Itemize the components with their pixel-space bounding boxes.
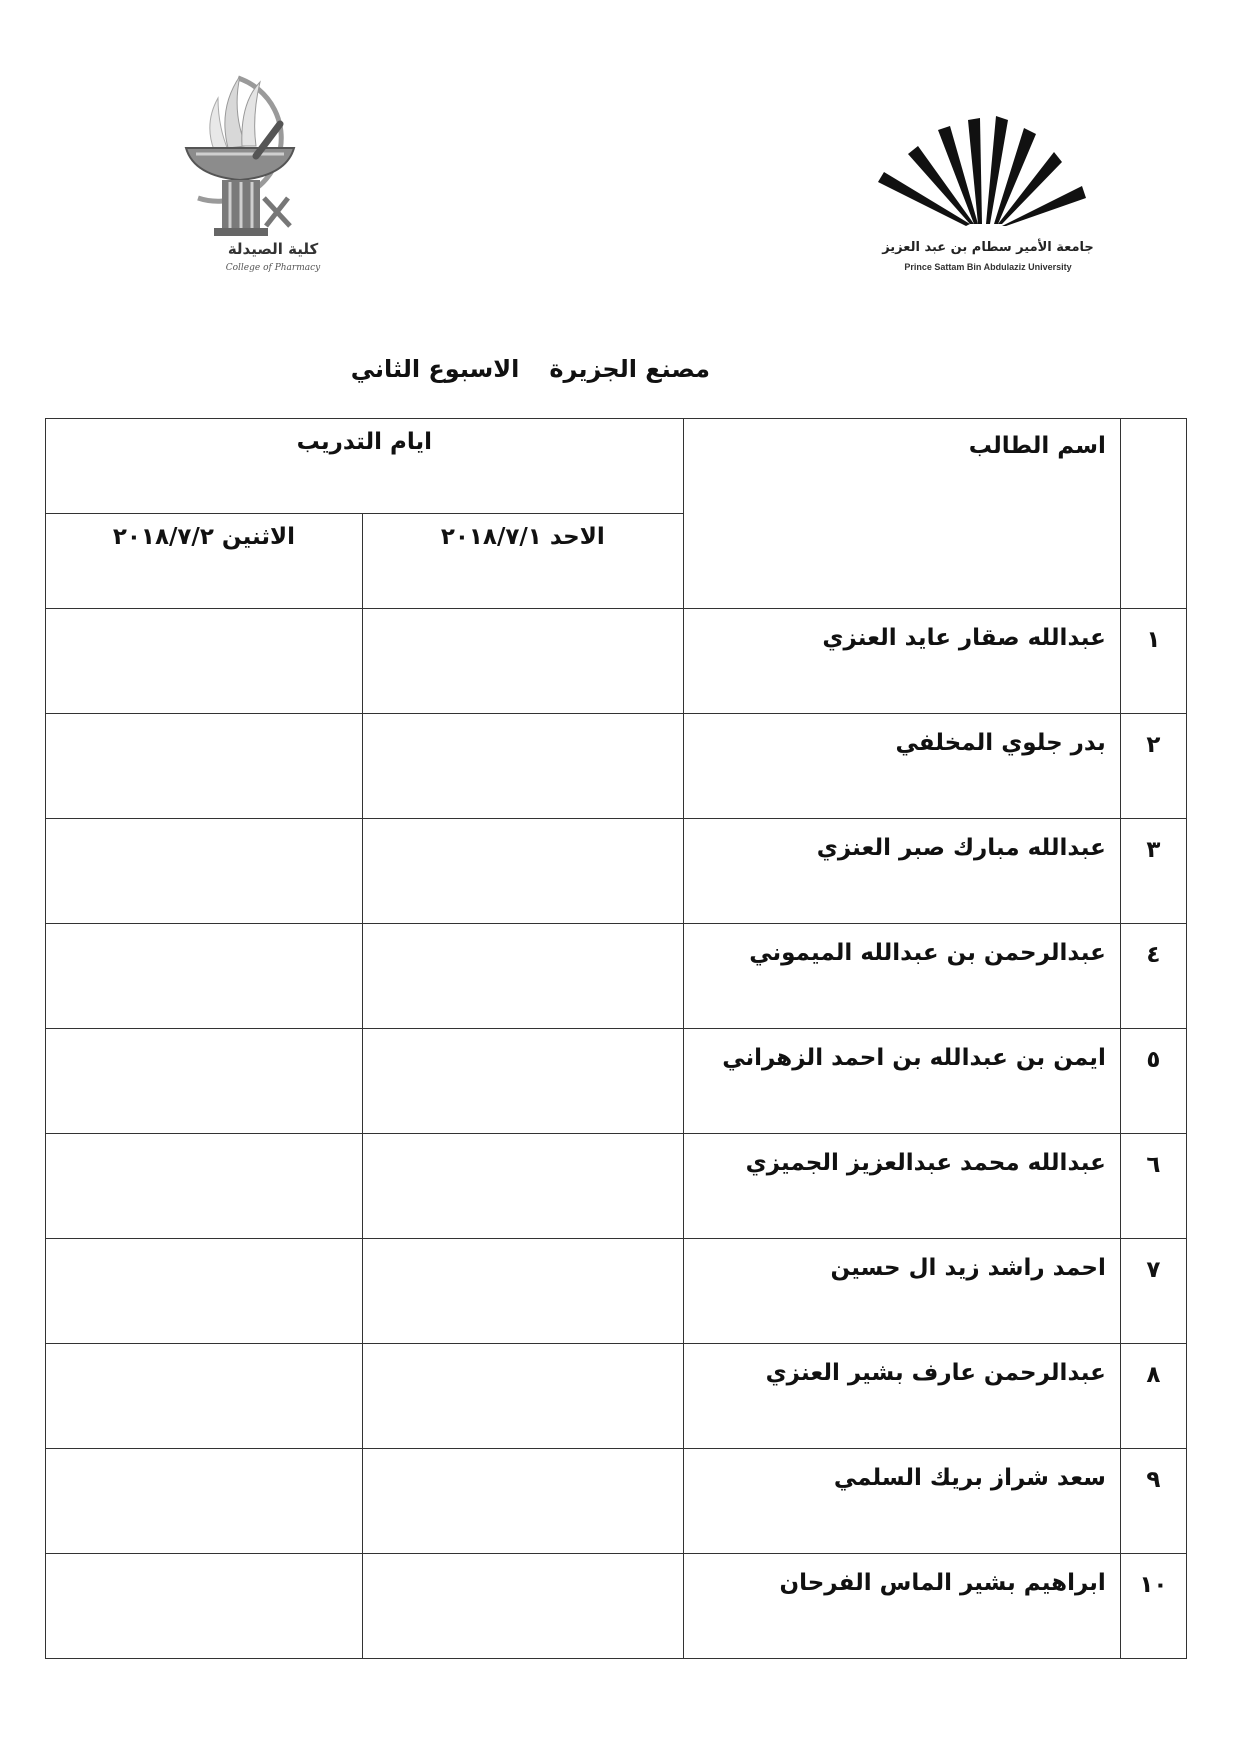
attendance-cell[interactable] — [362, 1554, 683, 1659]
university-name-en: Prince Sattam Bin Abdulaziz University — [904, 262, 1072, 272]
student-name: سعد شراز بريك السلمي — [683, 1449, 1120, 1554]
attendance-cell[interactable] — [362, 1239, 683, 1344]
attendance-cell[interactable] — [46, 609, 363, 714]
attendance-table — [45, 418, 1187, 1659]
student-name: عبدالرحمن بن عبدالله الميموني — [683, 924, 1120, 1029]
student-name: عبدالله محمد عبدالعزيز الجميزي — [683, 1134, 1120, 1239]
table-row — [46, 1449, 1187, 1554]
attendance-cell[interactable] — [46, 924, 363, 1029]
student-name: بدر جلوي المخلفي — [683, 714, 1120, 819]
attendance-cell[interactable] — [362, 924, 683, 1029]
table-row — [46, 609, 1187, 714]
attendance-cell[interactable] — [46, 1029, 363, 1134]
pharmacy-emblem-icon — [168, 68, 328, 243]
row-number: ٣ — [1120, 819, 1186, 924]
training-site-name: مصنع الجزيرة — [549, 355, 710, 383]
student-name: احمد راشد زيد ال حسين — [683, 1239, 1120, 1344]
row-number: ٩ — [1120, 1449, 1186, 1554]
attendance-cell[interactable] — [362, 1029, 683, 1134]
attendance-cell[interactable] — [46, 1239, 363, 1344]
student-name: عبدالله مبارك صبر العنزي — [683, 819, 1120, 924]
attendance-cell[interactable] — [362, 1449, 683, 1554]
row-number: ١٠ — [1120, 1554, 1186, 1659]
attendance-cell[interactable] — [362, 609, 683, 714]
student-name: ابراهيم بشير الماس الفرحان — [683, 1554, 1120, 1659]
attendance-cell[interactable] — [362, 819, 683, 924]
number-header-cell — [1120, 419, 1186, 609]
row-number: ٧ — [1120, 1239, 1186, 1344]
attendance-cell[interactable] — [46, 1134, 363, 1239]
training-week: الاسبوع الثاني — [350, 355, 520, 383]
attendance-cell[interactable] — [46, 1449, 363, 1554]
college-of-pharmacy-logo — [168, 68, 328, 283]
attendance-cell[interactable] — [362, 1134, 683, 1239]
row-number: ٥ — [1120, 1029, 1186, 1134]
row-number: ٦ — [1120, 1134, 1186, 1239]
college-name-ar: كلية الصيدلة — [227, 240, 319, 258]
row-number: ٨ — [1120, 1344, 1186, 1449]
attendance-cell[interactable] — [46, 819, 363, 924]
day-header-sunday: الاحد ٢٠١٨/٧/١ — [362, 514, 683, 609]
university-logo — [868, 100, 1108, 280]
student-name: ايمن بن عبدالله بن احمد الزهراني — [683, 1029, 1120, 1134]
training-days-header: ايام التدريب — [46, 419, 684, 514]
attendance-cell[interactable] — [46, 714, 363, 819]
table-row — [46, 1134, 1187, 1239]
row-number: ٢ — [1120, 714, 1186, 819]
student-name: عبدالله صقار عايد العنزي — [683, 609, 1120, 714]
table-row — [46, 819, 1187, 924]
student-name: عبدالرحمن عارف بشير العنزي — [683, 1344, 1120, 1449]
university-name-ar: جامعة الأمير سطام بن عبد العزيز — [882, 240, 1094, 255]
row-number: ٤ — [1120, 924, 1186, 1029]
attendance-cell[interactable] — [362, 1344, 683, 1449]
page-title — [351, 355, 710, 383]
table-row — [46, 714, 1187, 819]
table-row — [46, 1344, 1187, 1449]
student-name-header: اسم الطالب — [683, 419, 1120, 609]
table-row — [46, 1554, 1187, 1659]
college-name-en: College of Pharmacy — [225, 263, 321, 273]
attendance-cell[interactable] — [362, 714, 683, 819]
table-header-row — [46, 419, 1187, 514]
table-row — [46, 924, 1187, 1029]
day-header-monday: الاثنين ٢٠١٨/٧/٢ — [46, 514, 363, 609]
table-row — [46, 1239, 1187, 1344]
open-book-rays-icon — [868, 100, 1108, 230]
attendance-cell[interactable] — [46, 1554, 363, 1659]
table-row — [46, 1029, 1187, 1134]
row-number: ١ — [1120, 609, 1186, 714]
attendance-cell[interactable] — [46, 1344, 363, 1449]
